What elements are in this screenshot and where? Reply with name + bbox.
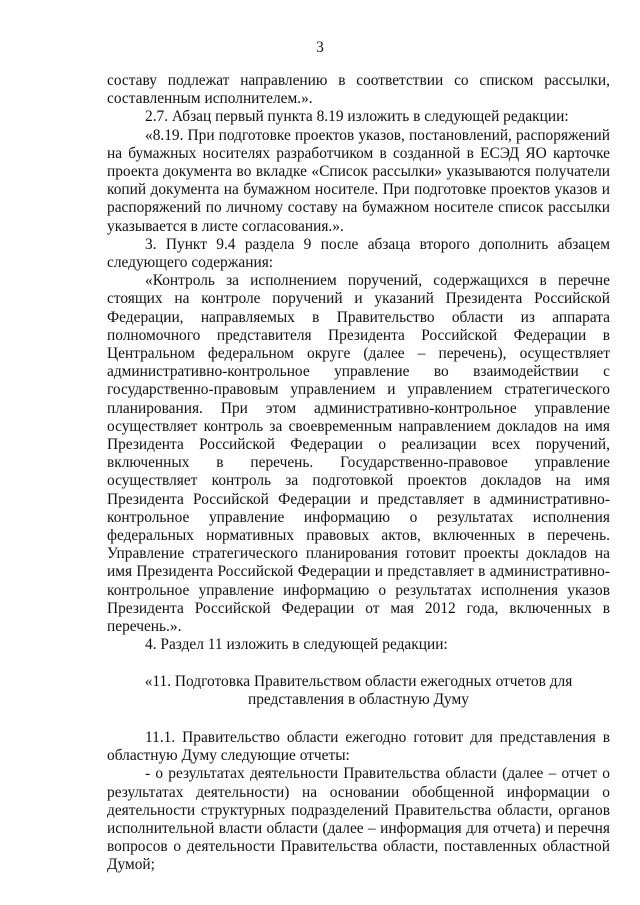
paragraph-continuation: составу подлежат направлению в соответствии со списком рассылки, составленным исполнителем.». [107, 72, 610, 108]
section-heading: «11. Подготовка Правительством области ежегодных отчетов для представления в областную Думу [144, 672, 573, 708]
document-body [107, 72, 610, 875]
page-number: 3 [316, 39, 324, 56]
paragraph-amendment-4: 4. Раздел 11 изложить в следующей редакции: [145, 636, 448, 654]
paragraph-amendment-3: 3. Пункт 9.4 раздела 9 после абзаца второго дополнить абзацем следующего содержания: [107, 235, 610, 272]
spacer [107, 655, 610, 673]
paragraph-quote-8-19: «8.19. При подготовке проектов указов, постановлений, распоряжений на бумажных носителях разработчиком в созданной в ЕСЭД ЯО карточке проекта документа во вкладке «Список рассылки» указываются получатели копий документа на бумажном носителе. При подготовке проектов указов и распоряжений по личному составу на бумажном носителе список рассылки указывается в листе согласования.». [107, 126, 610, 235]
paragraph-11-1: 11.1. Правительство области ежегодно готовит для представления в областную Думу следующие отчеты: [107, 728, 610, 765]
spacer [107, 709, 610, 729]
list-item-results-report: - о результатах деятельности Правительства области (далее – отчет о результатах деятельности) на основании обобщенной информации о деятельности структурных подразделений Правительства области, органов исполнительной власти области (далее – информация для отчета) и перечня вопросов о деятельности Правительства области, поставленных областной Думой; [107, 765, 610, 874]
paragraph-amendment-2-7: 2.7. Абзац первый пункта 8.19 изложить в следующей редакции: [145, 108, 569, 126]
paragraph-quote-control: «Контроль за исполнением поручений, содержащихся в перечне стоящих на контроле поручений и указаний Президента Российской Федерации, направляемых в Правительство области из аппарата полномочного представителя Президента Российской Федерации в Центральном федеральном округе (далее – перечень), осуществляет административно-контрольное управление во взаимодействии с государственно-правовым управлением и управлением стратегического планирования. При этом административно-контрольное управление осуществляет контроль за своевременным направлением докладов на имя Президента Российской Федерации о реализации всех поручений, включенных в перечень. Государственно-правовое управление осуществляет контроль за подготовкой проектов докладов на имя Президента Российской Федерации и представляет в административно-контрольное управление информацию о результатах исполнения федеральных нормативных правовых актов, включенных в перечень. Управление стратегического планирования готовит проекты докладов на имя Президента Российской Федерации и представляет в административно-контрольное управление информацию о результатах исполнения указов Президента Российской Федерации от мая 2012 года, включенных в перечень.». [107, 272, 610, 636]
